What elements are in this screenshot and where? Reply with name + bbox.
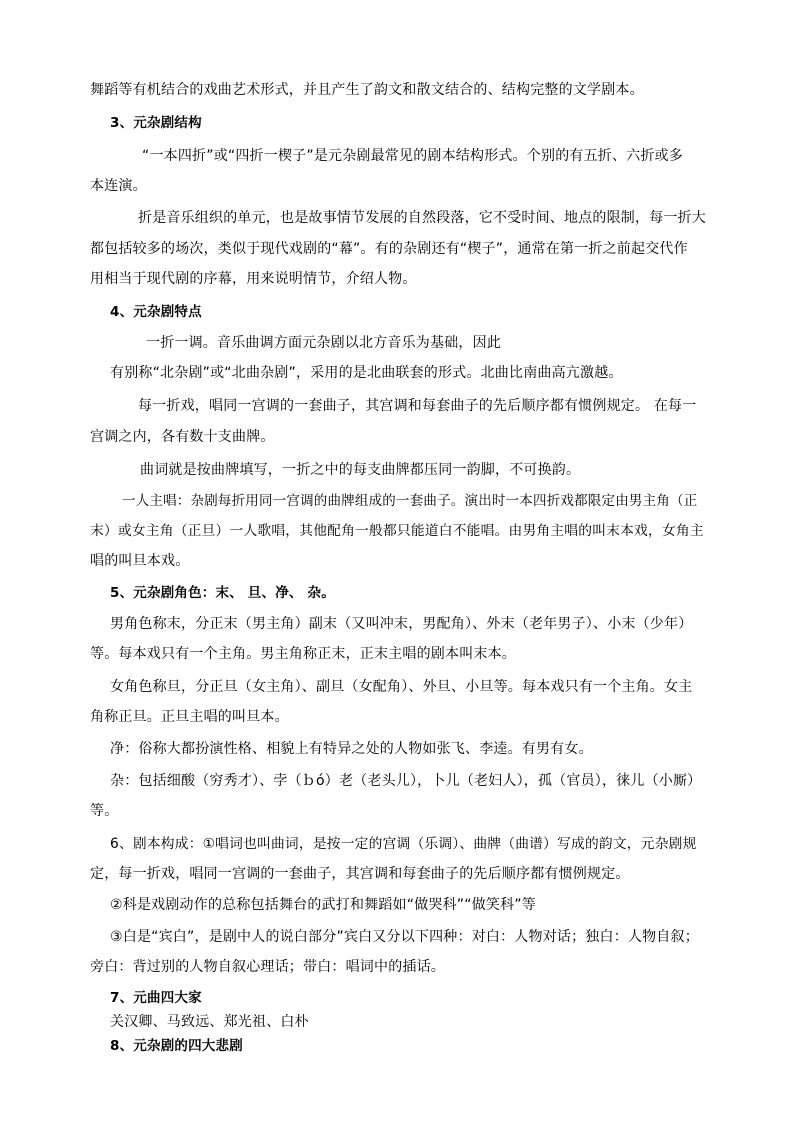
paragraph-line: 等。 <box>90 803 119 819</box>
section-heading-6-paragraph: 6、剧本构成：①唱词也叫曲词，是按一定的宫调（乐调）、曲牌（曲谱）写成的韵文，元杂剧规 <box>110 836 697 852</box>
paragraph-line: 一折一调。音乐曲调方面元杂剧以北方音乐为基础，因此 <box>146 335 501 351</box>
paragraph-line: 宫调之内，各有数十支曲牌。 <box>90 429 275 445</box>
paragraph-line: 定，每一折戏，唱同一宫调的一套曲子，其宫调和每套曲子的先后顺序都有惯例规定。 <box>90 866 630 882</box>
paragraph-line: 用相当于现代剧的序幕，用来说明情节，介绍人物。 <box>90 271 417 287</box>
paragraph-line: 一人主唱：杂剧每折用同一宫调的曲牌组成的一套曲子。演出时一本四折戏都限定由男主角（正 <box>122 493 698 509</box>
paragraph-line: 等。每本戏只有一个主角。男主角称正末，正末主唱的剧本叫末本。 <box>90 646 516 662</box>
section-heading-3: 3、元杂剧结构 <box>110 115 202 131</box>
paragraph-line: ③白是“宾白”，是剧中人的说白部分”宾白又分以下四种：对白：人物对话；独白：人物自叙； <box>110 929 699 945</box>
paragraph-line: 本连演。 <box>90 178 147 194</box>
paragraph-line: 女角色称旦，分正旦（女主角）、副旦（女配角）、外旦、小旦等。每本戏只有一个主角。女主 <box>110 679 693 695</box>
paragraph-line: 旁白：背过别的人物自叙心理话；带白：唱词中的插话。 <box>90 959 445 975</box>
paragraph-line: 唱的叫旦本戏。 <box>90 553 190 569</box>
paragraph-line: “一本四折”或“四折一楔子”是元杂剧最常见的剧本结构形式。个别的有五折、六折或多 <box>142 148 684 164</box>
paragraph-line: 都包括较多的场次，类似于现代戏剧的“幕”。有的杂剧还有“楔子”，通常在第一折之前起交代作 <box>90 241 688 257</box>
paragraph-line: 舞蹈等有机结合的戏曲艺术形式，并且产生了韵文和散文结合的、结构完整的文学剧本。 <box>90 82 644 98</box>
paragraph-line: 男角色称末，分正末（男主角）副末（又叫冲末，男配角）、外末（老年男子）、小末（少年） <box>110 616 693 632</box>
paragraph-line: 角称正旦。正旦主唱的叫旦本。 <box>90 709 289 725</box>
paragraph-line: 曲词就是按曲牌填写，一折之中的每支曲牌都压同一韵脚，不可换韵。 <box>140 462 581 478</box>
paragraph-line: 净：俗称大都扮演性格、相貌上有特异之处的人物如张飞、李逵。有男有女。 <box>110 741 593 757</box>
section-heading-4: 4、元杂剧特点 <box>110 304 202 320</box>
paragraph-line: 每一折戏，唱同一宫调的一套曲子，其宫调和每套曲子的先后顺序都有惯例规定。 在每一 <box>138 398 697 414</box>
section-heading-8: 8、元杂剧的四大悲剧 <box>110 1038 243 1054</box>
paragraph-line: ②科是戏剧动作的总称包括舞台的武打和舞蹈如“做哭科”“做笑科”等 <box>110 897 536 913</box>
paragraph-line: 末）或女主角（正旦）一人歌唱，其他配角一般都只能道白不能唱。由男角主唱的叫末本戏，女角主 <box>90 523 704 539</box>
section-heading-7: 7、元曲四大家 <box>110 990 202 1006</box>
paragraph-line: 折是音乐组织的单元，也是故事情节发展的自然段落，它不受时间、地点的限制，每一折大 <box>138 210 706 226</box>
paragraph-line: 有别称“北杂剧”或“北曲杂剧”，采用的是北曲联套的形式。北曲比南曲高亢激越。 <box>110 365 623 381</box>
section-heading-5: 5、元杂剧角色：末、 旦、净、 杂。 <box>110 585 335 601</box>
paragraph-line: 杂：包括细酸（穷秀才）、孛（ｂó）老（老头儿），卜儿（老妇人），孤（官员），徕儿（小厮） <box>110 773 702 789</box>
paragraph-line: 关汉卿、马致远、郑光祖、白朴 <box>110 1014 309 1030</box>
